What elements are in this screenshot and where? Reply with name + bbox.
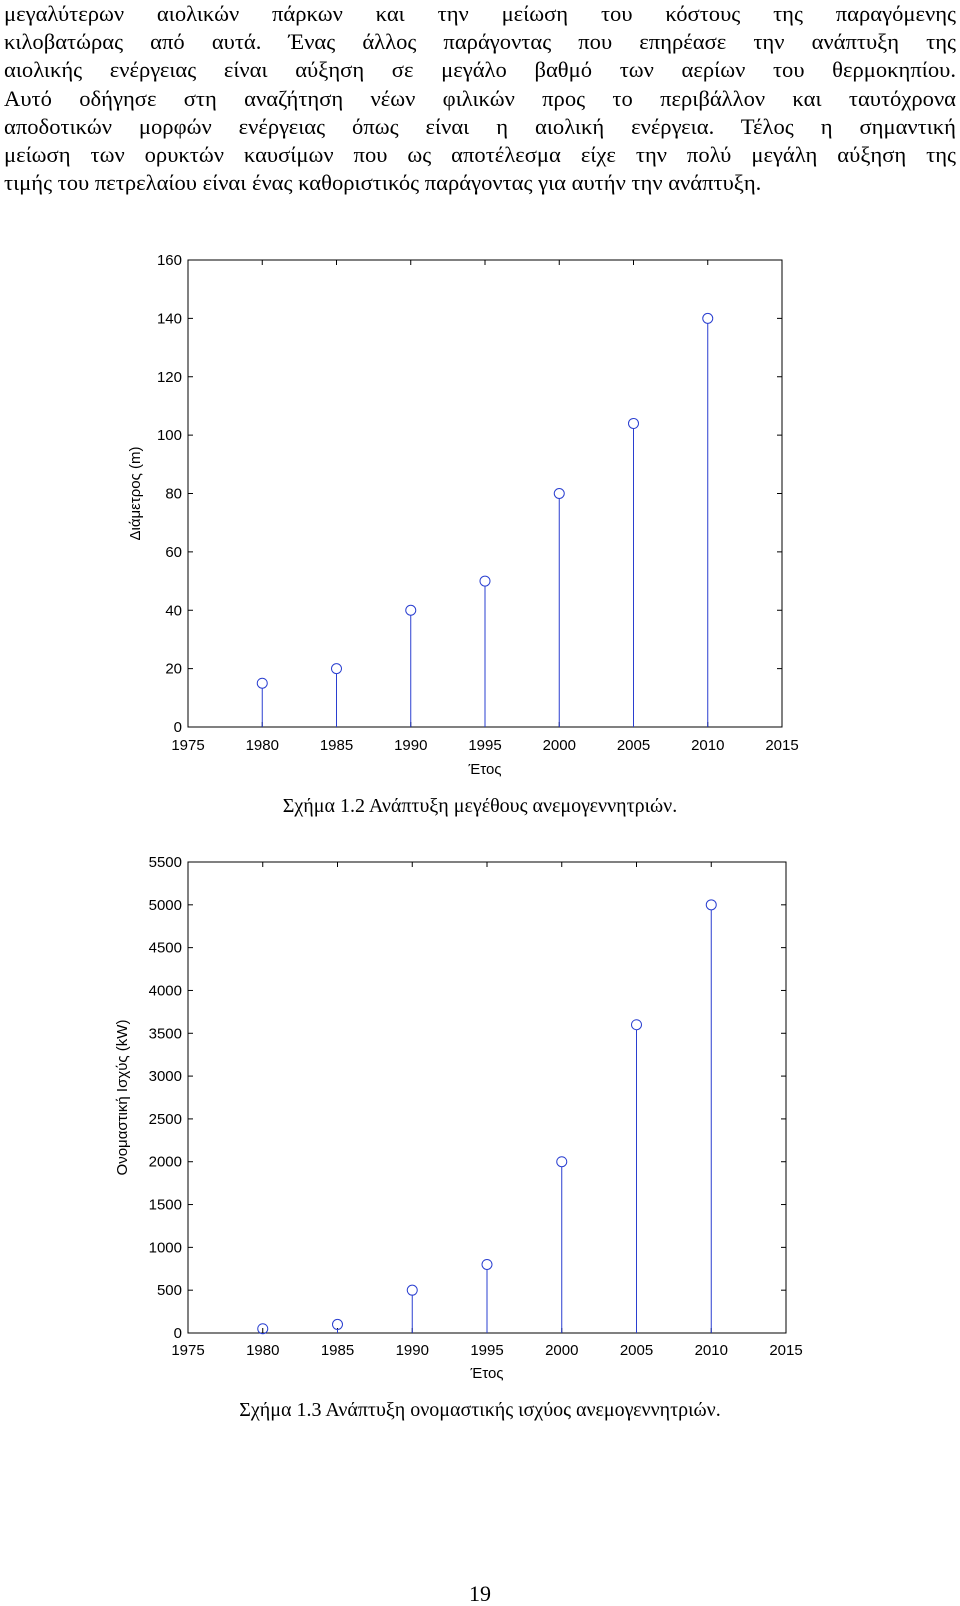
x-tick-label: 2010 (691, 737, 725, 754)
diameter-stem-chart (0, 240, 960, 800)
y-tick-label: 4500 (148, 939, 182, 957)
body-line: κιλοβατώρας από αυτά. Ένας άλλος παράγοντας που επηρέασε την ανάπτυξη της (4, 29, 956, 55)
x-tick-label: 2005 (616, 737, 651, 754)
body-line: τιμής του πετρελαίου είναι ένας καθοριστικός παράγοντας για αυτήν την ανάπτυξη. (4, 170, 762, 196)
y-tick-label: 40 (165, 602, 182, 620)
x-tick-label: 2005 (619, 1342, 654, 1359)
stem-marker (257, 678, 267, 688)
stem-marker (629, 418, 639, 428)
x-tick-label: 1985 (319, 737, 354, 754)
body-paragraph (4, 0, 956, 197)
body-line: αποδοτικών μορφών ενέργειας όπως είναι η αιολική ενέργεια. Τέλος η σημαντική (4, 113, 956, 139)
stem-marker (407, 1285, 417, 1295)
y-tick-label: 120 (156, 368, 182, 386)
body-line: αιολικής ενέργειας είναι αύξηση σε μεγάλο βαθμό των αερίων του θερμοκηπίου. (4, 57, 956, 83)
x-tick-label: 2000 (545, 1342, 579, 1359)
y-axis-label: Διάμετρος (m) (127, 446, 144, 541)
stem-marker (632, 1020, 642, 1030)
stem-marker (706, 900, 716, 910)
figure-caption-1-3: Σχήμα 1.3 Ανάπτυξη ονομαστικής ισχύος ανεμογεννητριών. (239, 1399, 721, 1421)
x-tick-label: 1990 (395, 1342, 429, 1359)
x-tick-label: 1980 (245, 737, 279, 754)
x-tick-label: 2010 (694, 1342, 728, 1359)
y-tick-label: 3500 (148, 1025, 182, 1043)
y-tick-label: 140 (156, 310, 182, 328)
y-tick-label: 2500 (148, 1110, 182, 1128)
x-tick-label: 1995 (468, 737, 502, 754)
body-line: Αυτό οδήγησε στη αναζήτηση νέων φιλικών προς το περιβάλλον και ταυτόχρονα (4, 85, 956, 111)
x-tick-label: 2015 (769, 1342, 803, 1359)
y-tick-label: 1500 (148, 1196, 182, 1214)
stem-marker (332, 664, 342, 674)
y-tick-label: 0 (173, 1325, 182, 1342)
x-tick-label: 2015 (765, 737, 799, 754)
x-tick-label: 1990 (394, 737, 428, 754)
y-tick-label: 2000 (148, 1153, 182, 1171)
stem-marker (482, 1259, 492, 1269)
x-tick-label: 1975 (171, 737, 205, 754)
stem-marker (557, 1157, 567, 1167)
stem-marker (703, 313, 713, 323)
body-line: μείωση των ορυκτών καυσίμων που ως αποτέλεσμα είχε την πολύ μεγάλη αύξηση της (4, 142, 956, 168)
body-line: μεγαλύτερων αιολικών πάρκων και την μείωση του κόστους της παραγόμενης (4, 1, 956, 26)
stem-marker (406, 605, 416, 615)
y-tick-label: 20 (165, 660, 182, 678)
x-axis-label: Έτος (470, 1365, 504, 1382)
y-tick-label: 3000 (148, 1068, 182, 1086)
y-tick-label: 60 (165, 543, 182, 561)
y-tick-label: 0 (173, 719, 182, 736)
x-tick-label: 1985 (320, 1342, 355, 1359)
stem-marker (333, 1319, 343, 1329)
x-axis-label: Έτος (468, 761, 502, 778)
y-tick-label: 100 (156, 427, 182, 445)
plot-frame (188, 862, 786, 1333)
power-stem-chart (0, 845, 960, 1405)
x-tick-label: 2000 (542, 737, 576, 754)
stem-marker (554, 489, 564, 499)
y-tick-label: 5500 (148, 854, 182, 871)
figure-caption-1-2: Σχήμα 1.2 Ανάπτυξη μεγέθους ανεμογεννητριών. (282, 795, 678, 817)
y-tick-label: 5000 (148, 896, 182, 914)
stem-marker (480, 576, 490, 586)
y-tick-label: 80 (165, 485, 182, 503)
y-tick-label: 160 (156, 252, 182, 269)
y-axis-label: Ονομαστική Ισχύς (kW) (114, 1019, 131, 1176)
y-tick-label: 1000 (148, 1239, 182, 1257)
y-tick-label: 500 (156, 1282, 182, 1300)
x-tick-label: 1980 (246, 1342, 280, 1359)
page-number: 19 (469, 1581, 491, 1606)
x-tick-label: 1995 (470, 1342, 504, 1359)
y-tick-label: 4000 (148, 982, 182, 1000)
x-tick-label: 1975 (171, 1342, 205, 1359)
